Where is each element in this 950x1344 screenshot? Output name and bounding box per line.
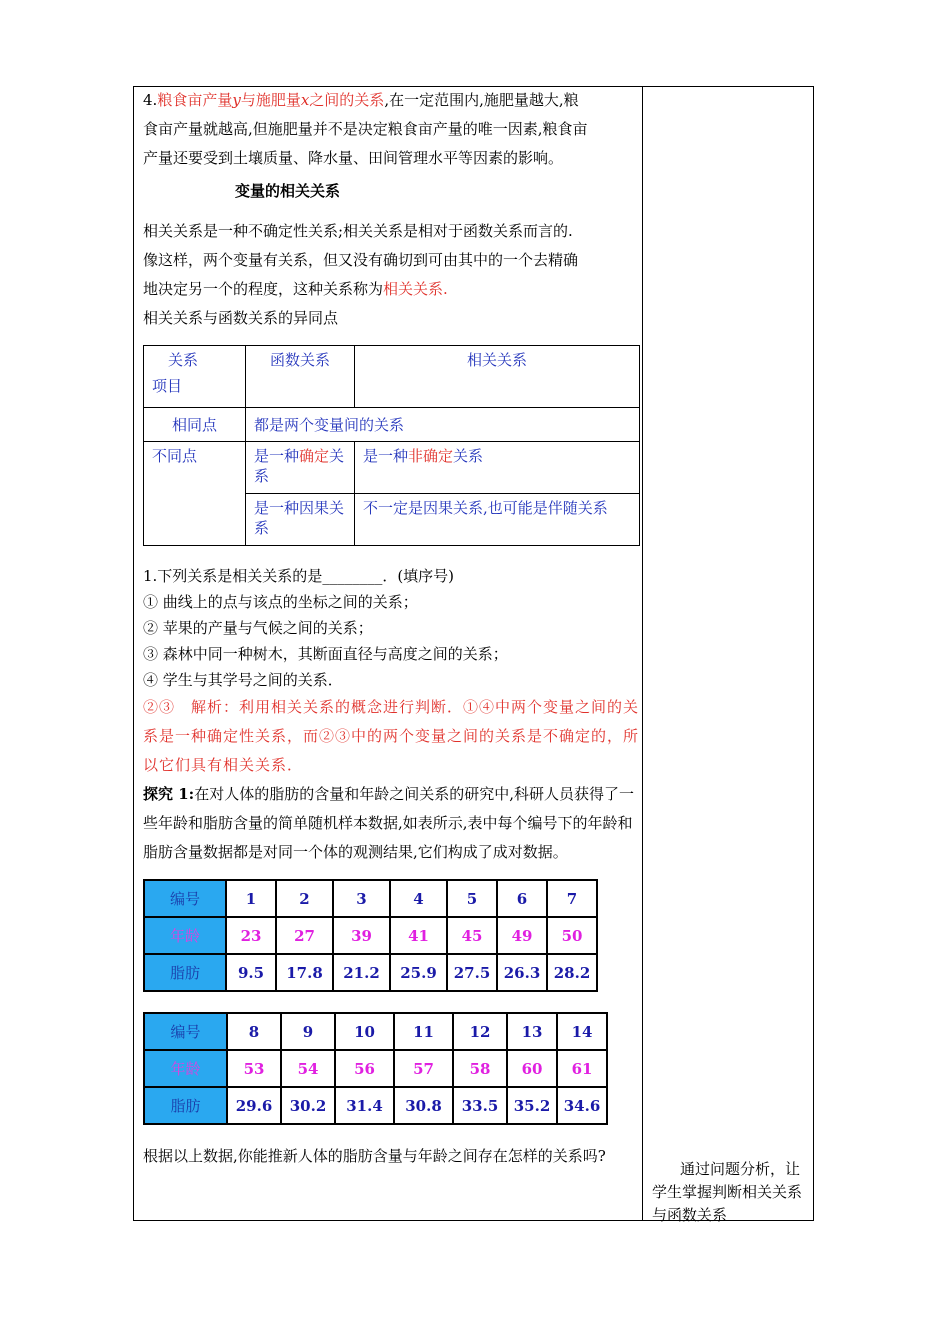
table2-age: 61 — [557, 1050, 607, 1087]
diff2-correlation: 不一定是因果关系,也可能是伴随关系 — [355, 494, 640, 546]
closing-question: 根据以上数据,你能推新人体的脂肪含量与年龄之间存在怎样的关系吗? — [143, 1147, 606, 1165]
question-answer: ②③ 解析：利用相关关系的概念进行判断．①④中两个变量之间的关系是一种确定性关系，而②③中的两个变量之间的关系是不确定的，所以它们具有相关关系． — [143, 698, 640, 774]
intro-red-a: 粮食亩产量 — [157, 91, 233, 109]
table2-id: 14 — [557, 1013, 607, 1050]
table1-id: 2 — [276, 880, 333, 917]
intro-paragraph — [143, 86, 639, 173]
question-block — [143, 563, 639, 693]
definition-line-3: 地决定另一个的程度，这种关系称为 — [143, 280, 384, 298]
table1-id: 5 — [447, 880, 497, 917]
col-correlation-header: 相关关系 — [355, 346, 640, 408]
diff1-corr-b: 非确定 — [408, 447, 454, 465]
intro-var-x: x — [300, 91, 310, 109]
table1-age: 49 — [497, 917, 547, 954]
compare-corner — [144, 346, 246, 408]
diff1-func-c: 关系 — [254, 447, 345, 485]
intro-line-3: 产量还要受到土壤质量、降水量、田间管理水平等因素的影响。 — [143, 149, 564, 167]
table1-id-row — [144, 880, 597, 917]
table2-label-id: 编号 — [144, 1013, 227, 1050]
table1-label-age: 年龄 — [144, 917, 226, 954]
diff1-correlation — [355, 442, 640, 494]
intro-var-y: y — [232, 91, 241, 109]
diff1-function — [246, 442, 355, 494]
diff1-corr-a: 是一种 — [363, 447, 409, 465]
main-column — [143, 86, 639, 1166]
table2-id: 13 — [507, 1013, 557, 1050]
definition-line-2: 像这样，两个变量有关系，但又没有确切到可由其中的一个去精确 — [143, 251, 579, 269]
table2-age: 53 — [227, 1050, 281, 1087]
table2-age: 60 — [507, 1050, 557, 1087]
diff2-function: 是一种因果关系 — [246, 494, 355, 546]
table1-label-id: 编号 — [144, 880, 226, 917]
data-table-2 — [143, 1012, 608, 1125]
table2-id: 8 — [227, 1013, 281, 1050]
table2-id: 10 — [335, 1013, 394, 1050]
table2-fat: 34.6 — [557, 1087, 607, 1124]
table1-id: 4 — [390, 880, 447, 917]
table2-id: 11 — [394, 1013, 453, 1050]
table2-fat: 29.6 — [227, 1087, 281, 1124]
table1-fat: 9.5 — [226, 954, 276, 991]
table2-fat: 33.5 — [453, 1087, 507, 1124]
table2-age: 57 — [394, 1050, 453, 1087]
question-option-1: ① 曲线上的点与该点的坐标之间的关系； — [143, 593, 418, 611]
question-stem: 1.下列关系是相关关系的是________．(填序号) — [143, 567, 455, 585]
intro-line-2: 食亩产量就越高,但施肥量并不是决定粮食亩产量的唯一因素,粮食亩 — [143, 120, 588, 138]
explore-text: 在对人体的脂肪的含量和年龄之间关系的研究中,科研人员获得了一些年龄和脂肪含量的简单随机样本数据,如表所示,表中每个编号下的年龄和脂肪含量数据都是对同一个体的观测结果,它们构成了成对数据。 — [143, 785, 634, 861]
table1-id: 6 — [497, 880, 547, 917]
corner-bottom: 项目 — [152, 377, 183, 395]
diff-label: 不同点 — [144, 442, 246, 546]
explore-paragraph — [143, 780, 639, 867]
intro-rest-1: ,在一定范围内,施肥量越大,粮 — [384, 91, 579, 109]
table1-id: 1 — [226, 880, 276, 917]
table1-age: 27 — [276, 917, 333, 954]
table1-age: 41 — [390, 917, 447, 954]
same-text: 都是两个变量间的关系 — [246, 408, 640, 442]
table2-id: 12 — [453, 1013, 507, 1050]
diff1-corr-c: 关系 — [453, 447, 484, 465]
table1-id: 3 — [333, 880, 390, 917]
intro-prefix: 4. — [143, 91, 158, 109]
intro-red-b: 与施肥量 — [240, 91, 301, 109]
explore-label: 探究 1: — [143, 785, 195, 803]
definition-term: 相关关系. — [383, 280, 448, 298]
table1-age-row — [144, 917, 597, 954]
table2-age: 56 — [335, 1050, 394, 1087]
table1-id: 7 — [547, 880, 597, 917]
table2-id: 9 — [281, 1013, 335, 1050]
definition-line-1: 相关关系是一种不确定性关系;相关关系是相对于函数关系而言的. — [143, 222, 573, 240]
table2-label-age: 年龄 — [144, 1050, 227, 1087]
intro-red-c: 之间的关系 — [309, 91, 385, 109]
definition-paragraph — [143, 217, 639, 333]
same-label: 相同点 — [144, 408, 246, 442]
question-option-3: ③ 森林中同一种树木，其断面直径与高度之间的关系； — [143, 645, 508, 663]
compare-table — [143, 345, 640, 546]
table1-fat-row — [144, 954, 597, 991]
table2-label-fat: 脂肪 — [144, 1087, 227, 1124]
table1-fat: 26.3 — [497, 954, 547, 991]
column-divider — [642, 86, 643, 1221]
section-title: 变量的相关关系 — [235, 182, 341, 200]
table2-age-row — [144, 1050, 607, 1087]
side-note — [652, 1158, 802, 1227]
table2-fat: 30.2 — [281, 1087, 335, 1124]
table2-fat: 31.4 — [335, 1087, 394, 1124]
diff1-func-a: 是一种 — [254, 447, 300, 465]
table1-label-fat: 脂肪 — [144, 954, 226, 991]
table1-fat: 21.2 — [333, 954, 390, 991]
table1-fat: 17.8 — [276, 954, 333, 991]
compare-title: 相关关系与函数关系的异同点 — [143, 309, 339, 327]
col-function-header: 函数关系 — [246, 346, 355, 408]
table1-age: 45 — [447, 917, 497, 954]
table2-fat: 30.8 — [394, 1087, 453, 1124]
table1-age: 50 — [547, 917, 597, 954]
table1-age: 23 — [226, 917, 276, 954]
data-table-1 — [143, 879, 598, 992]
question-option-2: ② 苹果的产量与气候之间的关系； — [143, 619, 373, 637]
table1-age: 39 — [333, 917, 390, 954]
table1-fat: 28.2 — [547, 954, 597, 991]
corner-top: 关系 — [168, 351, 199, 369]
table2-fat: 35.2 — [507, 1087, 557, 1124]
table2-age: 58 — [453, 1050, 507, 1087]
question-option-4: ④ 学生与其学号之间的关系． — [143, 671, 343, 689]
table2-fat-row — [144, 1087, 607, 1124]
table2-age: 54 — [281, 1050, 335, 1087]
diff1-func-b: 确定 — [299, 447, 330, 465]
table2-id-row — [144, 1013, 607, 1050]
side-note-text: 通过问题分析，让学生掌握判断相关关系与函数关系 — [652, 1160, 803, 1224]
table1-fat: 27.5 — [447, 954, 497, 991]
table1-fat: 25.9 — [390, 954, 447, 991]
